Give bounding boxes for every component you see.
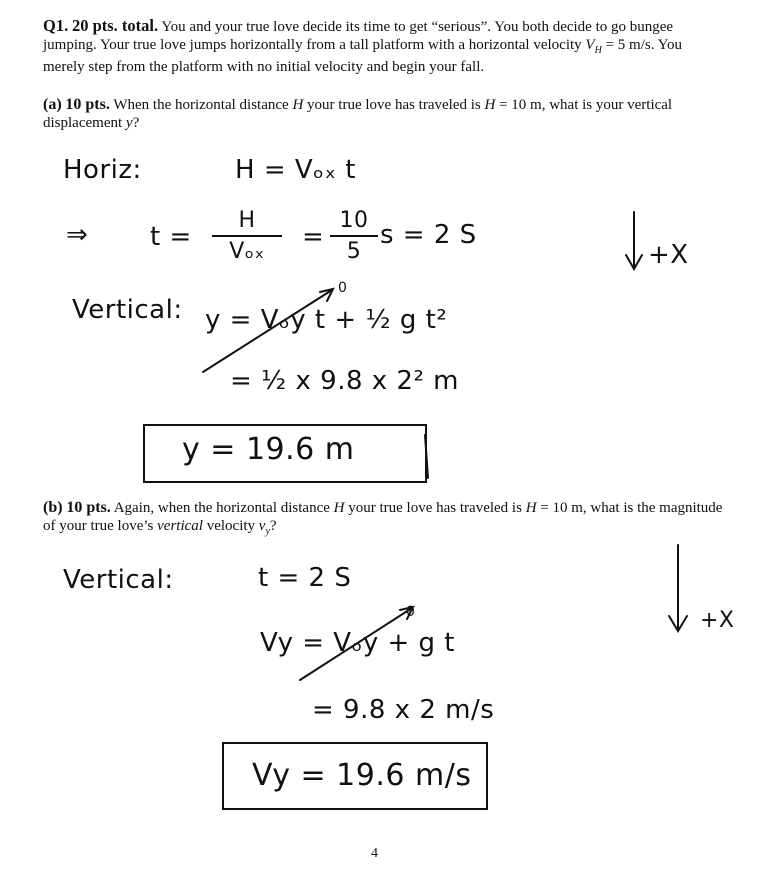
implies-arrow: ⇒ [66,220,89,250]
part-b-label: (b) [43,499,63,516]
fraction-denominator: 5 [346,239,362,264]
answer-a: y = 19.6 m [182,432,355,467]
question-points: 20 pts. total. [71,16,159,35]
part-a-text-4: ? [132,114,140,131]
answer-b: Vy = 19.6 m/s [252,758,472,793]
part-a-text-1: When the horizontal distance [113,97,293,113]
word-vertical: vertical [157,517,203,534]
horiz-equation: H = Vₒₓ t [235,155,356,185]
vertical-label-b: Vertical: [63,565,174,595]
part-b-text-4: velocity [202,517,259,534]
part-b-text-5: ? [269,517,277,534]
fraction-numerator: H [238,208,256,233]
cross-out-stroke-b [300,608,412,680]
cross-out-arrowhead-b [400,607,413,619]
part-b-text-1: Again, when the horizontal distance [113,500,334,516]
part-b-points: 10 pts. [66,499,111,516]
part-a-label: (a) [43,96,62,113]
part-b-text-2: your true love has traveled is [344,500,526,516]
symbol-H: H [333,500,345,516]
question-text-2: = 5 m/s. You merely step from the platform with no initial velocity and begin your fall. [43,36,682,75]
question-text-1: You and your true love decide its time to get “serious”. You both decide to go bungee jumping. Your true love jumps horizontally from a tall platform with a horizontal velocity [43,19,674,53]
vertical-equation-a: y = Vₒy t + ½ g t² [205,305,448,335]
symbol-H: H [525,500,537,516]
symbol-v: v [258,517,266,534]
t-equals: t = [150,222,192,252]
part-a-text-2: your true love has traveled is [303,97,485,113]
part-a-points: 10 pts. [65,96,110,113]
question-label: Q1. [43,16,69,35]
symbol-y: y [125,114,133,131]
symbol-v-subscript: y [265,525,270,537]
horiz-label: Horiz: [63,155,142,185]
part-b-text-3: = 10 m, what is the magnitude of your true love’s [43,500,723,534]
velocity-subscript: H [594,44,602,56]
cross-out-stroke-a [203,290,332,372]
equals-sign: = [302,222,325,252]
fraction-numerator: 10 [339,208,369,233]
substitution-b: = 9.8 x 2 m/s [312,695,495,725]
part-a-text-3: = 10 m, what is your vertical displacement [43,97,673,131]
velocity-equation-b: Vy = Vₒy + g t [260,628,455,658]
zero-superscript-a: 0 [338,280,348,296]
symbol-H: H [292,97,304,113]
page-number: 4 [371,846,378,861]
axis-label-a: +X [648,240,689,270]
box-overstroke-a [425,435,428,478]
symbol-H: H [484,97,496,113]
time-given-b: t = 2 S [258,563,352,593]
vertical-label-a: Vertical: [72,295,183,325]
velocity-symbol: V [585,36,595,53]
substitution-a: = ½ x 9.8 x 2² m [230,366,459,396]
axis-label-b: +X [700,608,735,633]
zero-superscript-b: 0 [406,604,416,620]
fraction-denominator: Vₒₓ [229,239,265,264]
cross-out-arrowhead-a [320,289,333,301]
time-result: s = 2 S [380,220,477,250]
